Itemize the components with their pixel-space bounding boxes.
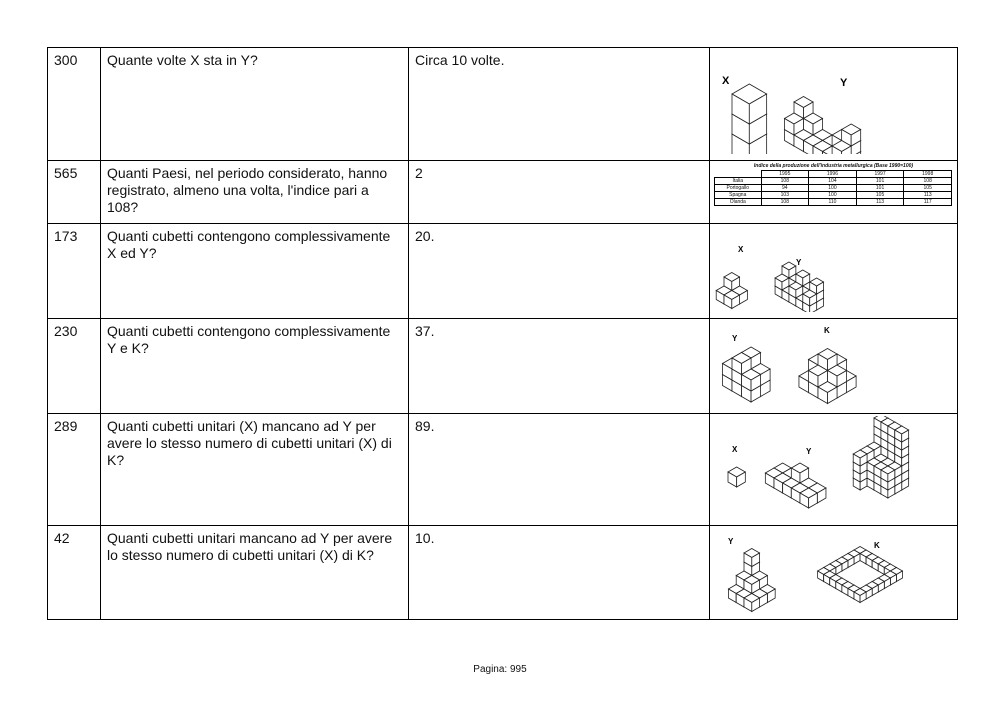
table-row <box>48 414 958 526</box>
mini-value: 94 <box>761 185 809 192</box>
answer-text: Circa 10 volte. <box>409 48 710 161</box>
mini-value: 101 <box>856 185 904 192</box>
mini-country: Portogallo <box>715 185 762 192</box>
mini-table-title: Indice della produzione dell'industria metallurgica (Base 1990=100) <box>753 163 914 169</box>
question-text: Quante volte X sta in Y? <box>101 48 409 161</box>
figure-label: K <box>874 541 880 550</box>
mini-year: 1997 <box>856 171 904 178</box>
answer-text: 10. <box>409 526 710 620</box>
cube-stack-x <box>716 273 747 309</box>
answer-text: 2 <box>409 161 710 224</box>
mini-data-table <box>714 170 952 206</box>
question-number: 565 <box>48 161 101 224</box>
mini-year: 1995 <box>761 171 809 178</box>
mini-country: Italia <box>715 178 762 185</box>
mini-value: 108 <box>761 178 809 185</box>
questions-table <box>47 47 958 620</box>
cube-stack-y <box>784 97 860 155</box>
figure-cell <box>710 224 958 319</box>
cube-figure <box>714 321 954 407</box>
mini-value: 100 <box>809 185 857 192</box>
question-number: 289 <box>48 414 101 526</box>
figure-label: Y <box>728 537 734 546</box>
cube-stack-y <box>775 262 823 312</box>
mini-country: Olanda <box>715 199 762 206</box>
cube-stack-x <box>732 84 767 154</box>
answer-text: 89. <box>409 414 710 526</box>
cube-ring-k <box>818 547 903 603</box>
mini-value: 103 <box>761 192 809 199</box>
cube-stack-y <box>722 347 770 402</box>
mini-value: 110 <box>809 199 857 206</box>
answer-text: 37. <box>409 319 710 414</box>
table-row <box>48 526 958 620</box>
cube-stack-k <box>853 416 908 498</box>
cube-figure <box>714 226 954 312</box>
question-text: Quanti Paesi, nel periodo considerato, hanno registrato, almeno una volta, l'indice pari a 108? <box>101 161 409 224</box>
figure-label: Y <box>840 77 848 89</box>
question-number: 300 <box>48 48 101 161</box>
figure-label: Y <box>732 334 738 343</box>
mini-value: 104 <box>809 178 857 185</box>
figure-cell <box>710 161 958 224</box>
mini-value: 105 <box>856 192 904 199</box>
mini-year: 1998 <box>904 171 952 178</box>
mini-year: 1996 <box>809 171 857 178</box>
figure-label: X <box>732 445 738 454</box>
mini-value: 105 <box>904 185 952 192</box>
table-row <box>48 48 958 161</box>
mini-value: 113 <box>904 192 952 199</box>
question-text: Quanti cubetti contengono complessivamente X ed Y? <box>101 224 409 319</box>
mini-value: 113 <box>856 199 904 206</box>
figure-label: K <box>824 326 830 335</box>
mini-value: 101 <box>856 178 904 185</box>
table-row <box>48 224 958 319</box>
figure-label: X <box>722 75 730 87</box>
mini-country: Spagna <box>715 192 762 199</box>
mini-value: 117 <box>904 199 952 206</box>
cube-stack-x <box>728 467 745 487</box>
question-number: 173 <box>48 224 101 319</box>
answer-text: 20. <box>409 224 710 319</box>
table-row <box>48 319 958 414</box>
cube-stack-y <box>728 549 775 612</box>
cube-stack-k <box>799 349 856 404</box>
mini-value: 100 <box>809 192 857 199</box>
cube-stack-y <box>765 463 826 508</box>
mini-value: 108 <box>904 178 952 185</box>
cube-figure <box>714 528 954 613</box>
question-text: Quanti cubetti unitari (X) mancano ad Y per avere lo stesso numero di cubetti unitari (X) di K? <box>101 414 409 526</box>
cube-figure <box>714 416 954 519</box>
figure-label: X <box>738 245 744 254</box>
mini-value: 108 <box>761 199 809 206</box>
figure-label: Y <box>806 447 812 456</box>
figure-cell <box>710 526 958 620</box>
question-text: Quanti cubetti unitari mancano ad Y per avere lo stesso numero di cubetti unitari (X) di K? <box>101 526 409 620</box>
question-number: 230 <box>48 319 101 414</box>
figure-cell <box>710 414 958 526</box>
cube-figure <box>714 50 954 154</box>
figure-cell <box>710 319 958 414</box>
figure-cell <box>710 48 958 161</box>
table-row <box>48 161 958 224</box>
figure-label: Y <box>796 258 802 267</box>
page-number: Pagina: 995 <box>473 664 527 675</box>
question-text: Quanti cubetti contengono complessivamente Y e K? <box>101 319 409 414</box>
question-number: 42 <box>48 526 101 620</box>
